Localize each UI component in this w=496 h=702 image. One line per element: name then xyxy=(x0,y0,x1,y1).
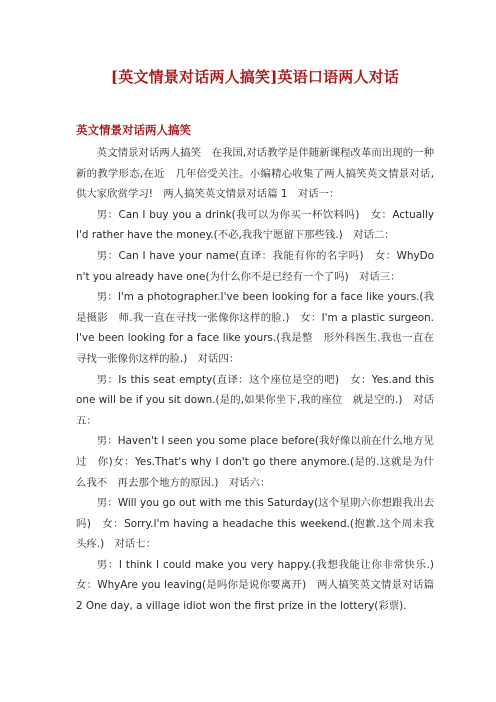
paragraph-dialogue-1: 男：Can I buy you a drink(我可以为你买一杯饮料吗) 女：Actually I'd rather have the money.(不必,我我宁愿留下那些钱.) 对话二： xyxy=(76,208,434,242)
paragraph-dialogue-3: 男：I'm a photographer.I've been looking for a face like yours.(我是摄影 师.我一直在寻找一张像你这样的脸.) 女：I'm a plastic surgeon.I've been looking for a face like yours.(我是整 形外科医生.我也一直在寻找一张像你这样的脸.) 对话四： xyxy=(76,291,434,365)
paragraph-dialogue-6: 男：Will you go out with me this Saturday(这个星期六你想跟我出去吗) 女：Sorry.I'm having a headache this weekend.(抱歉.这个周末我头疼.) 对话七： xyxy=(76,497,434,551)
paragraph-dialogue-2: 男：Can I have your name(直译：我能有你的名字吗) 女：WhyDon't you already have one(为什么你不是已经有一个了吗) 对话三： xyxy=(76,249,434,283)
paragraph-dialogue-4: 男：Is this seat empty(直译：这个座位是空的吧) 女：Yes.and this one will be if you sit down.(是的,如果你坐下,我的座位 就是空的.) 对话五： xyxy=(76,373,434,427)
document-body xyxy=(76,143,445,617)
paragraph-dialogue-5: 男：Haven't I seen you some place before(我好像以前在什么地方见过 你)女：Yes.That's why I don't go there anymore.(是的.这就是为什么我不 再去那个地方的原因.) 对话六： xyxy=(76,435,434,489)
document-title: [英文情景对话两人搞笑]英语口语两人对话 xyxy=(110,68,400,86)
paragraph-intro: 英文情景对话两人搞笑 在我国,对话教学是伴随新课程改革而出现的一种新的教学形态,在近 几年倍受关注。小编精心收集了两人搞笑英文情景对话,供大家欣赏学习! 两人搞笑英文情景对话篇 1 对话一： xyxy=(76,147,434,201)
paragraph-dialogue-7: 男：I think I could make you very happy.(我想我能让你非常快乐.) 女：WhyAre you leaving(是吗你是说你要离开) 两人搞笑英文情景对话篇 2 One day, a village idiot won the first prize in the lottery(彩票). xyxy=(76,558,445,613)
section-heading: 英文情景对话两人搞笑 xyxy=(76,123,191,137)
